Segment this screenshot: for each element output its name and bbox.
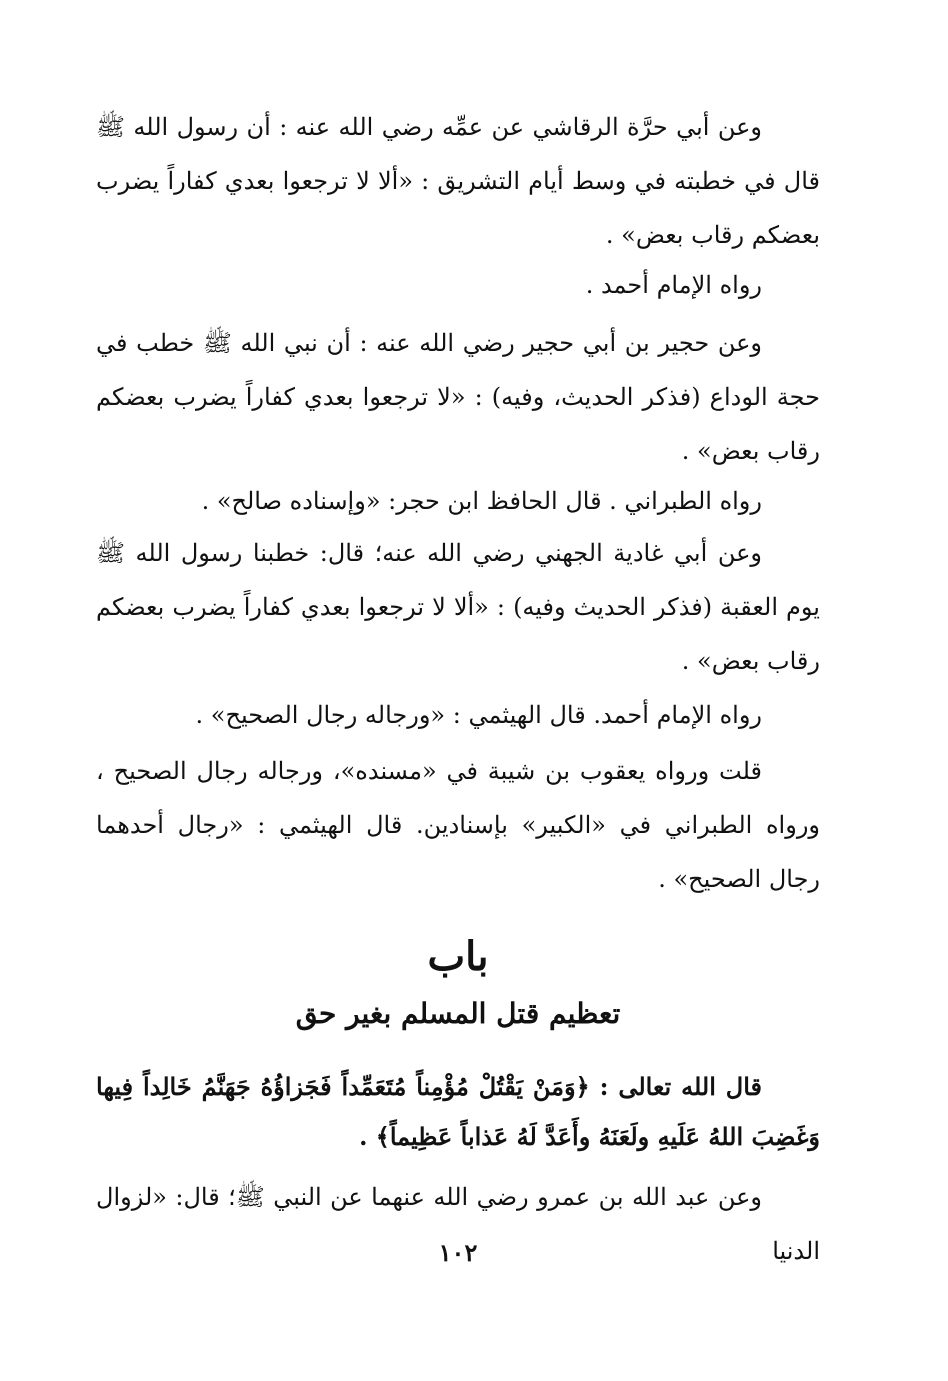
chapter-title: باب: [427, 933, 489, 980]
hadith-paragraph-abdullah-ibn-amr: وعن عبد الله بن عمرو رضي الله عنهما عن النبي ﷺ؛ قال: «لزوال الدنيا: [96, 1183, 820, 1265]
hadith-paragraph-abi-hurra: وعن أبي حرَّة الرقاشي عن عمِّه رضي الله عنه : أن رسول الله ﷺ قال في خطبته في وسط أيام التشريق : «ألا لا ترجعوا بعدي كفاراً يضرب بعضكم رقاب بعض» .: [96, 113, 820, 249]
hadith-paragraph-hujair: وعن حجير بن أبي حجير رضي الله عنه : أن نبي الله ﷺ خطب في حجة الوداع (فذكر الحديث، وفيه) : «لا ترجعوا بعدي كفاراً يضرب بعضكم رقاب بعض» .: [96, 329, 820, 465]
quran-verse-paragraph: قال الله تعالى : ﴿وَمَنْ يَقْتُلْ مُؤْمِناً مُتَعَمِّداً فَجَزاؤُهُ جَهَنَّمُ خَالِداً فِيها وَغَضِبَ اللهُ عَلَيهِ ولَعَنَهُ وأَعَدَّ لَهُ عَذاباً عَظِيماً﴾ .: [96, 1072, 820, 1151]
chapter-subtitle: تعظيم قتل المسلم بغير حق: [295, 997, 621, 1030]
book-page: [96, 96, 820, 1296]
page-number: ١٠٢: [438, 1238, 478, 1267]
hadith-paragraph-abi-ghadiya: وعن أبي غادية الجهني رضي الله عنه؛ قال: خطبنا رسول الله ﷺ يوم العقبة (فذكر الحديث وفيه) : «ألا لا ترجعوا بعدي كفاراً يضرب بعضكم رقاب بعض» .: [96, 539, 820, 675]
source-note-haythami: رواه الإمام أحمد. قال الهيثمي : «ورجاله رجال الصحيح» .: [195, 701, 762, 729]
source-note-ahmad: رواه الإمام أحمد .: [585, 271, 762, 299]
commentary-paragraph: قلت ورواه يعقوب بن شيبة في «مسنده»، ورجاله رجال الصحيح ، ورواه الطبراني في «الكبير» بإسنادين. قال الهيثمي : «رجال أحدهما رجال الصحيح» .: [96, 757, 820, 893]
source-note-tabarani: رواه الطبراني . قال الحافظ ابن حجر: «وإسناده صالح» .: [201, 487, 762, 515]
